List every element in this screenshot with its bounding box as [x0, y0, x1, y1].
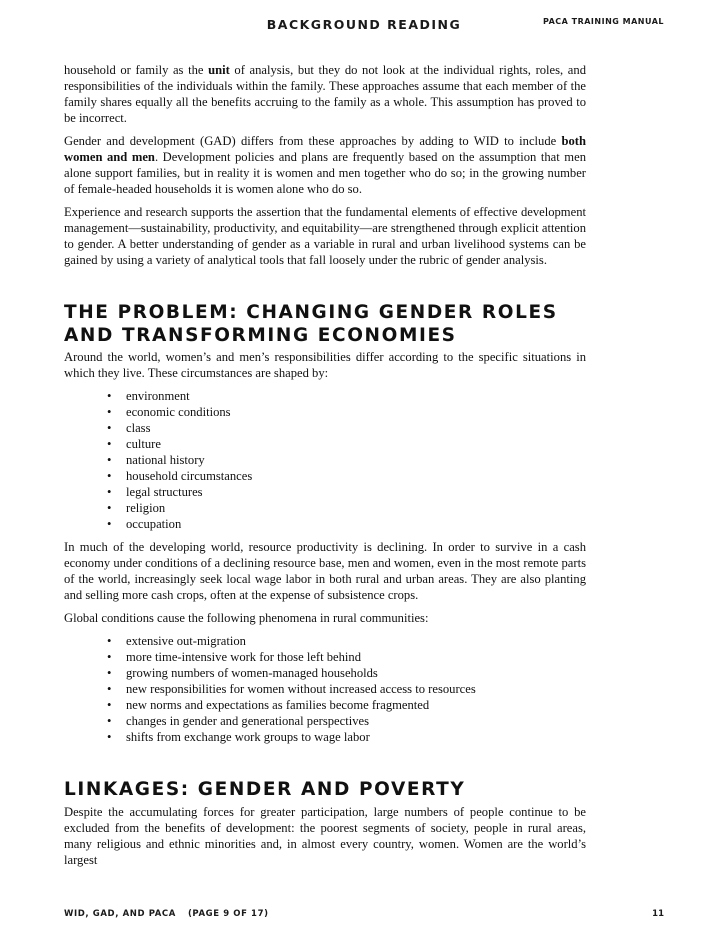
list-item: • economic conditions: [126, 404, 586, 420]
page-number: 11: [652, 909, 664, 919]
problem-paragraph-2: In much of the developing world, resource productivity is declining. In order to survive in a cash economy under conditions of a declining resource base, men and women, even in the most remote parts of the world, increasingly seek local wage labor in both rural and urban areas. They are also planting and selling more cash crops, often at the expense of subsistence crops.: [64, 540, 586, 602]
running-header-title: BACKGROUND READING: [266, 17, 462, 32]
page-body: [64, 62, 586, 875]
list-item: • class: [126, 420, 586, 436]
list-item: • household circumstances: [126, 468, 586, 484]
list-item: • legal structures: [126, 484, 586, 500]
phenomena-list: [64, 633, 586, 745]
intro-paragraph-1: [64, 62, 586, 126]
intro-paragraph-2: [64, 133, 586, 197]
footer-page-info: (PAGE 9 OF 17): [187, 909, 269, 919]
list-item: • extensive out-migration: [126, 633, 586, 649]
list-item: • culture: [126, 436, 586, 452]
section-heading-problem: [64, 301, 586, 347]
list-item: • national history: [126, 452, 586, 468]
list-item: • more time-intensive work for those left behind: [126, 649, 586, 665]
circumstances-list: [64, 388, 586, 532]
linkages-paragraph-1: Despite the accumulating forces for greater participation, large numbers of people continue to be excluded from the benefits of development: the poorest segments of society, people in rural areas, many religious and ethnic minorities and, in almost every country, women. Women are the world’s largest: [64, 805, 586, 867]
heading-line: AND TRANSFORMING ECONOMIES: [64, 325, 457, 346]
list-item: • shifts from exchange work groups to wage labor: [126, 729, 586, 745]
problem-intro-paragraph: Around the world, women’s and men’s responsibilities differ according to the specific situations in which they live. These circumstances are shaped by:: [64, 350, 586, 380]
bold-term-both-women-and-men: both women and men: [64, 134, 586, 164]
list-item: • environment: [126, 388, 586, 404]
list-item: • changes in gender and generational perspectives: [126, 713, 586, 729]
text-run: of analysis, but they do not look at the individual rights, roles, and responsibilities of the individuals within the family. These approaches assume that each member of the family shares equally all the benefits accruing to the family as a whole. This assumption has proved to be incorrect.: [64, 63, 586, 125]
text-run: . Development policies and plans are frequently based on the assumption that men alone support families, but in reality it is women and men together who do so; in the growing number of female-headed households it is women alone who do so.: [64, 150, 586, 196]
running-footer: [64, 909, 269, 919]
list-item: • new norms and expectations as families become fragmented: [126, 697, 586, 713]
intro-paragraph-3: Experience and research supports the assertion that the fundamental elements of effective development management—sustainability, productivity, and equitability—are strengthened through explicit attention to gender. A better understanding of gender as a variable in rural and urban livelihood systems can be gained by using a variety of analytical tools that fall loosely under the rubric of gender analysis.: [64, 205, 586, 267]
section-heading-linkages: LINKAGES: GENDER AND POVERTY: [64, 779, 466, 800]
list-item: • new responsibilities for women without increased access to resources: [126, 681, 586, 697]
list-item: • growing numbers of women-managed households: [126, 665, 586, 681]
problem-paragraph-3: Global conditions cause the following phenomena in rural communities:: [64, 611, 429, 625]
text-run: household or family as the: [64, 63, 209, 77]
running-header-manual: PACA TRAINING MANUAL: [542, 17, 664, 26]
text-run: Gender and development (GAD) differs from these approaches by adding to WID to include: [64, 134, 562, 148]
heading-line: THE PROBLEM: CHANGING GENDER ROLES: [64, 302, 558, 323]
bold-term-unit: unit: [208, 63, 230, 77]
list-item: • occupation: [126, 516, 586, 532]
list-item: • religion: [126, 500, 586, 516]
footer-document-title: WID, GAD, AND PACA: [64, 909, 176, 919]
